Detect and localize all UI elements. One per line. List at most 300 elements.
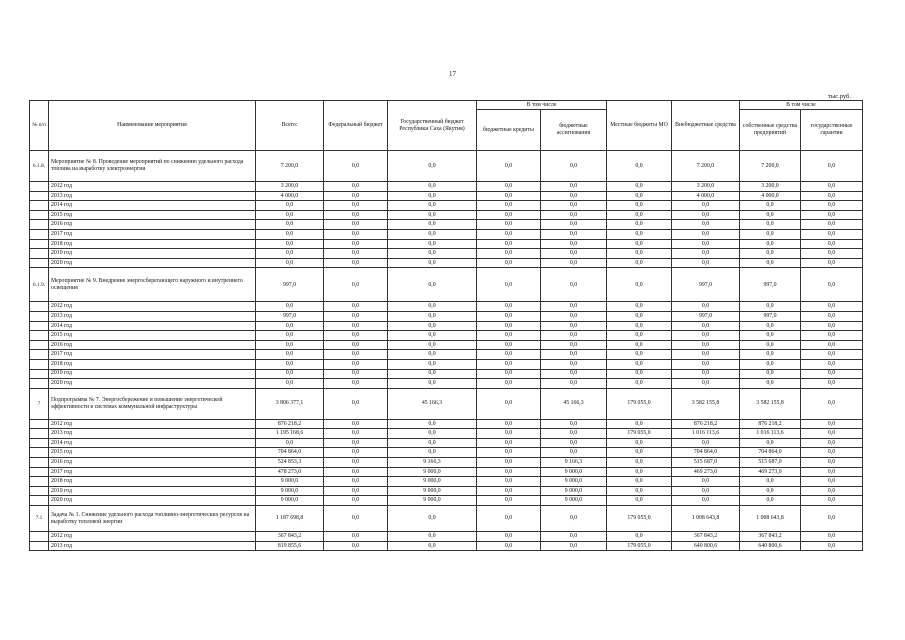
cell-credits: 0,0 [477,448,541,458]
table-row-year [30,359,863,369]
cell-federal: 0,0 [324,239,388,249]
cell-own-funds: 1 016 113,6 [740,429,801,439]
cell-guarantees: 0,0 [801,496,863,506]
cell-own-funds: 0,0 [740,201,801,211]
row-number [30,302,49,312]
cell-guarantees: 0,0 [801,438,863,448]
row-number [30,532,49,542]
cell-extra: 0,0 [672,220,740,230]
cell-credits: 0,0 [477,532,541,542]
cell-total: 997,0 [256,268,324,302]
cell-credits: 0,0 [477,438,541,448]
row-name: 2017 год [49,467,256,477]
cell-local: 0,0 [607,249,672,259]
cell-local: 0,0 [607,467,672,477]
cell-own-funds: 0,0 [740,350,801,360]
cell-extra: 1 008 643,8 [672,506,740,532]
table-row-year [30,532,863,542]
cell-republic: 0,0 [388,182,477,192]
cell-local: 0,0 [607,210,672,220]
cell-credits: 0,0 [477,258,541,268]
table-body [30,151,863,551]
cell-assignments: 0,0 [541,448,607,458]
cell-extra: 7 200,0 [672,151,740,182]
row-name: Задача № 1. Снижение удельного расхода топливно-энергетических ресурсов на выработку тепловой энергии [49,506,256,532]
cell-own-funds: 0,0 [740,438,801,448]
table-row-year [30,229,863,239]
cell-own-funds: 0,0 [740,321,801,331]
cell-total: 0,0 [256,258,324,268]
cell-federal: 0,0 [324,486,388,496]
cell-guarantees: 0,0 [801,477,863,487]
cell-total: 876 218,2 [256,419,324,429]
cell-republic: 9 000,0 [388,467,477,477]
cell-total: 0,0 [256,229,324,239]
cell-credits: 0,0 [477,350,541,360]
cell-own-funds: 997,0 [740,311,801,321]
cell-republic: 0,0 [388,191,477,201]
cell-republic: 0,0 [388,359,477,369]
cell-guarantees: 0,0 [801,201,863,211]
table-row-year [30,379,863,389]
cell-federal: 0,0 [324,496,388,506]
cell-republic: 0,0 [388,151,477,182]
cell-assignments: 9 000,0 [541,477,607,487]
cell-credits: 0,0 [477,151,541,182]
cell-assignments: 45 166,3 [541,388,607,419]
header-local: Местные бюджеты МО [607,101,672,151]
row-number [30,477,49,487]
row-number [30,191,49,201]
row-number [30,541,49,551]
cell-assignments: 0,0 [541,220,607,230]
cell-total: 0,0 [256,302,324,312]
cell-assignments: 9 000,0 [541,496,607,506]
cell-assignments: 0,0 [541,419,607,429]
row-name: 2012 год [49,419,256,429]
cell-credits: 0,0 [477,496,541,506]
cell-assignments: 9 000,0 [541,486,607,496]
cell-extra: 469 273,0 [672,467,740,477]
cell-own-funds: 0,0 [740,496,801,506]
cell-credits: 0,0 [477,379,541,389]
cell-own-funds: 0,0 [740,249,801,259]
row-number [30,182,49,192]
cell-assignments: 0,0 [541,438,607,448]
cell-extra: 0,0 [672,258,740,268]
cell-guarantees: 0,0 [801,486,863,496]
cell-federal: 0,0 [324,220,388,230]
cell-guarantees: 0,0 [801,191,863,201]
row-number [30,340,49,350]
cell-guarantees: 0,0 [801,182,863,192]
cell-local: 0,0 [607,340,672,350]
table-row-measure [30,506,863,532]
cell-republic: 0,0 [388,302,477,312]
table-row-year [30,350,863,360]
cell-total: 0,0 [256,369,324,379]
cell-guarantees: 0,0 [801,359,863,369]
cell-guarantees: 0,0 [801,379,863,389]
cell-guarantees: 0,0 [801,532,863,542]
row-name: 2012 год [49,302,256,312]
cell-guarantees: 0,0 [801,151,863,182]
cell-federal: 0,0 [324,182,388,192]
row-number [30,419,49,429]
row-number [30,467,49,477]
cell-federal: 0,0 [324,379,388,389]
cell-total: 524 853,3 [256,458,324,468]
table-row-year [30,419,863,429]
cell-credits: 0,0 [477,477,541,487]
cell-assignments: 0,0 [541,359,607,369]
cell-republic: 0,0 [388,201,477,211]
cell-assignments: 0,0 [541,532,607,542]
cell-republic: 9 000,0 [388,496,477,506]
cell-guarantees: 0,0 [801,239,863,249]
header-federal: Федеральный бюджет [324,101,388,151]
cell-own-funds: 4 000,0 [740,191,801,201]
cell-republic: 0,0 [388,541,477,551]
cell-total: 0,0 [256,321,324,331]
cell-federal: 0,0 [324,311,388,321]
cell-federal: 0,0 [324,467,388,477]
cell-total: 0,0 [256,331,324,341]
cell-federal: 0,0 [324,210,388,220]
row-name: 2015 год [49,448,256,458]
row-number [30,448,49,458]
cell-assignments: 0,0 [541,249,607,259]
cell-total: 478 273,0 [256,467,324,477]
row-name: 2018 год [49,359,256,369]
table-row-year [30,458,863,468]
cell-guarantees: 0,0 [801,258,863,268]
row-name: 2016 год [49,458,256,468]
cell-federal: 0,0 [324,419,388,429]
cell-own-funds: 640 800,6 [740,541,801,551]
cell-total: 0,0 [256,220,324,230]
cell-federal: 0,0 [324,229,388,239]
cell-own-funds: 3 582 155,8 [740,388,801,419]
cell-federal: 0,0 [324,506,388,532]
row-number: 6.1.9. [30,268,49,302]
row-name: 2017 год [49,350,256,360]
cell-local: 0,0 [607,532,672,542]
row-number [30,220,49,230]
cell-extra: 3 582 155,8 [672,388,740,419]
header-row-1 [30,101,863,110]
table-row-year [30,249,863,259]
cell-republic: 0,0 [388,340,477,350]
cell-guarantees: 0,0 [801,506,863,532]
row-number [30,258,49,268]
cell-credits: 0,0 [477,506,541,532]
cell-own-funds: 3 200,0 [740,182,801,192]
table-row-measure [30,388,863,419]
row-name: 2016 год [49,220,256,230]
cell-assignments: 0,0 [541,506,607,532]
cell-own-funds: 1 008 643,8 [740,506,801,532]
row-name: 2013 год [49,311,256,321]
header-extra: Внебюджетные средства [672,101,740,151]
cell-credits: 0,0 [477,191,541,201]
cell-own-funds: 0,0 [740,239,801,249]
cell-extra: 0,0 [672,359,740,369]
cell-republic: 0,0 [388,419,477,429]
row-name: 2015 год [49,210,256,220]
cell-federal: 0,0 [324,448,388,458]
cell-extra: 1 016 113,6 [672,429,740,439]
cell-local: 179 055,0 [607,541,672,551]
cell-extra: 0,0 [672,229,740,239]
header-name: Наименование мероприятия [49,101,256,151]
cell-republic: 0,0 [388,239,477,249]
cell-own-funds: 0,0 [740,359,801,369]
table-row-year [30,331,863,341]
cell-credits: 0,0 [477,486,541,496]
cell-republic: 0,0 [388,258,477,268]
table-row-year [30,477,863,487]
table-row-year [30,438,863,448]
cell-republic: 0,0 [388,311,477,321]
cell-total: 0,0 [256,249,324,259]
row-name: 2017 год [49,229,256,239]
table-row-year [30,201,863,211]
cell-federal: 0,0 [324,151,388,182]
row-number [30,429,49,439]
cell-republic: 9 000,0 [388,477,477,487]
cell-republic: 0,0 [388,506,477,532]
cell-guarantees: 0,0 [801,340,863,350]
cell-extra: 0,0 [672,331,740,341]
row-name: 2012 год [49,532,256,542]
cell-assignments: 0,0 [541,369,607,379]
cell-republic: 0,0 [388,229,477,239]
table-row-year [30,496,863,506]
cell-credits: 0,0 [477,419,541,429]
cell-own-funds: 876 218,2 [740,419,801,429]
cell-assignments: 0,0 [541,182,607,192]
header-assignments: бюджетные ассигнования [541,110,607,151]
cell-guarantees: 0,0 [801,210,863,220]
cell-local: 0,0 [607,191,672,201]
cell-own-funds: 515 687,0 [740,458,801,468]
row-name: 2014 год [49,201,256,211]
cell-federal: 0,0 [324,350,388,360]
cell-assignments: 9 166,3 [541,458,607,468]
row-name: 2013 год [49,541,256,551]
cell-assignments: 0,0 [541,541,607,551]
cell-extra: 0,0 [672,438,740,448]
cell-total: 0,0 [256,350,324,360]
cell-local: 0,0 [607,239,672,249]
cell-federal: 0,0 [324,369,388,379]
cell-local: 0,0 [607,379,672,389]
cell-federal: 0,0 [324,340,388,350]
cell-local: 0,0 [607,369,672,379]
cell-extra: 0,0 [672,496,740,506]
cell-extra: 997,0 [672,311,740,321]
cell-assignments: 0,0 [541,340,607,350]
cell-total: 1 195 168,6 [256,429,324,439]
cell-extra: 0,0 [672,350,740,360]
row-number [30,438,49,448]
row-name: 2018 год [49,239,256,249]
cell-extra: 704 864,0 [672,448,740,458]
cell-credits: 0,0 [477,229,541,239]
cell-local: 0,0 [607,321,672,331]
cell-local: 0,0 [607,220,672,230]
cell-assignments: 0,0 [541,258,607,268]
unit-label: тыс.руб. [828,93,851,100]
cell-total: 4 000,0 [256,191,324,201]
row-number [30,331,49,341]
cell-credits: 0,0 [477,182,541,192]
table-row-year [30,311,863,321]
cell-own-funds: 0,0 [740,302,801,312]
cell-total: 0,0 [256,359,324,369]
cell-guarantees: 0,0 [801,321,863,331]
row-number [30,369,49,379]
cell-assignments: 0,0 [541,331,607,341]
cell-local: 0,0 [607,311,672,321]
row-number [30,239,49,249]
cell-local: 0,0 [607,359,672,369]
cell-total: 1 187 698,8 [256,506,324,532]
budget-table [29,100,863,551]
cell-credits: 0,0 [477,201,541,211]
cell-federal: 0,0 [324,321,388,331]
cell-credits: 0,0 [477,321,541,331]
cell-own-funds: 469 273,0 [740,467,801,477]
cell-guarantees: 0,0 [801,541,863,551]
cell-credits: 0,0 [477,467,541,477]
cell-own-funds: 0,0 [740,331,801,341]
cell-total: 9 000,0 [256,477,324,487]
cell-assignments: 0,0 [541,210,607,220]
cell-credits: 0,0 [477,311,541,321]
cell-credits: 0,0 [477,220,541,230]
cell-assignments: 9 000,0 [541,467,607,477]
cell-republic: 0,0 [388,249,477,259]
cell-extra: 0,0 [672,249,740,259]
row-number [30,311,49,321]
cell-total: 9 000,0 [256,496,324,506]
row-name: Мероприятие № 9. Внедрение энергосберегающего наружного и внутреннего освещения [49,268,256,302]
cell-federal: 0,0 [324,429,388,439]
cell-local: 0,0 [607,438,672,448]
cell-guarantees: 0,0 [801,467,863,477]
cell-republic: 0,0 [388,438,477,448]
cell-republic: 0,0 [388,331,477,341]
cell-total: 3 200,0 [256,182,324,192]
cell-local: 0,0 [607,486,672,496]
cell-republic: 0,0 [388,429,477,439]
row-name: 2014 год [49,321,256,331]
header-including-1: В том числе [477,101,607,110]
cell-local: 179 055,0 [607,388,672,419]
cell-credits: 0,0 [477,210,541,220]
row-name: 2020 год [49,496,256,506]
cell-credits: 0,0 [477,331,541,341]
cell-own-funds: 0,0 [740,258,801,268]
row-name: 2020 год [49,258,256,268]
cell-own-funds: 367 843,2 [740,532,801,542]
table-row-year [30,220,863,230]
cell-own-funds: 0,0 [740,379,801,389]
table-row-year [30,302,863,312]
cell-guarantees: 0,0 [801,419,863,429]
page-number: 17 [449,70,456,78]
row-number [30,350,49,360]
cell-assignments: 0,0 [541,268,607,302]
row-number [30,486,49,496]
cell-guarantees: 0,0 [801,311,863,321]
cell-federal: 0,0 [324,258,388,268]
cell-own-funds: 0,0 [740,486,801,496]
row-name: 2019 год [49,249,256,259]
cell-local: 0,0 [607,448,672,458]
cell-republic: 45 166,3 [388,388,477,419]
cell-federal: 0,0 [324,532,388,542]
cell-credits: 0,0 [477,249,541,259]
cell-own-funds: 0,0 [740,229,801,239]
row-number [30,210,49,220]
table-row-year [30,258,863,268]
cell-guarantees: 0,0 [801,229,863,239]
cell-federal: 0,0 [324,388,388,419]
row-number [30,379,49,389]
cell-total: 9 000,0 [256,486,324,496]
cell-own-funds: 0,0 [740,477,801,487]
cell-local: 0,0 [607,268,672,302]
table-row-year [30,191,863,201]
cell-republic: 0,0 [388,321,477,331]
cell-guarantees: 0,0 [801,388,863,419]
cell-guarantees: 0,0 [801,429,863,439]
cell-extra: 0,0 [672,369,740,379]
cell-assignments: 0,0 [541,350,607,360]
table-row-measure [30,151,863,182]
cell-extra: 0,0 [672,340,740,350]
cell-assignments: 0,0 [541,379,607,389]
row-number: 6.1.8. [30,151,49,182]
table-row-year [30,210,863,220]
cell-local: 0,0 [607,477,672,487]
row-number: 7.1 [30,506,49,532]
row-number [30,458,49,468]
cell-credits: 0,0 [477,458,541,468]
row-number [30,359,49,369]
table-row-year [30,448,863,458]
cell-total: 3 806 377,1 [256,388,324,419]
cell-local: 0,0 [607,496,672,506]
cell-total: 0,0 [256,340,324,350]
header-including-2: В том числе [740,101,863,110]
cell-republic: 9 166,3 [388,458,477,468]
cell-credits: 0,0 [477,268,541,302]
cell-assignments: 0,0 [541,321,607,331]
cell-credits: 0,0 [477,302,541,312]
cell-republic: 9 000,0 [388,486,477,496]
row-name: 2018 год [49,477,256,487]
cell-republic: 0,0 [388,379,477,389]
row-name: 2012 год [49,182,256,192]
cell-own-funds: 997,0 [740,268,801,302]
row-name: 2013 год [49,191,256,201]
row-number: 7 [30,388,49,419]
cell-federal: 0,0 [324,541,388,551]
